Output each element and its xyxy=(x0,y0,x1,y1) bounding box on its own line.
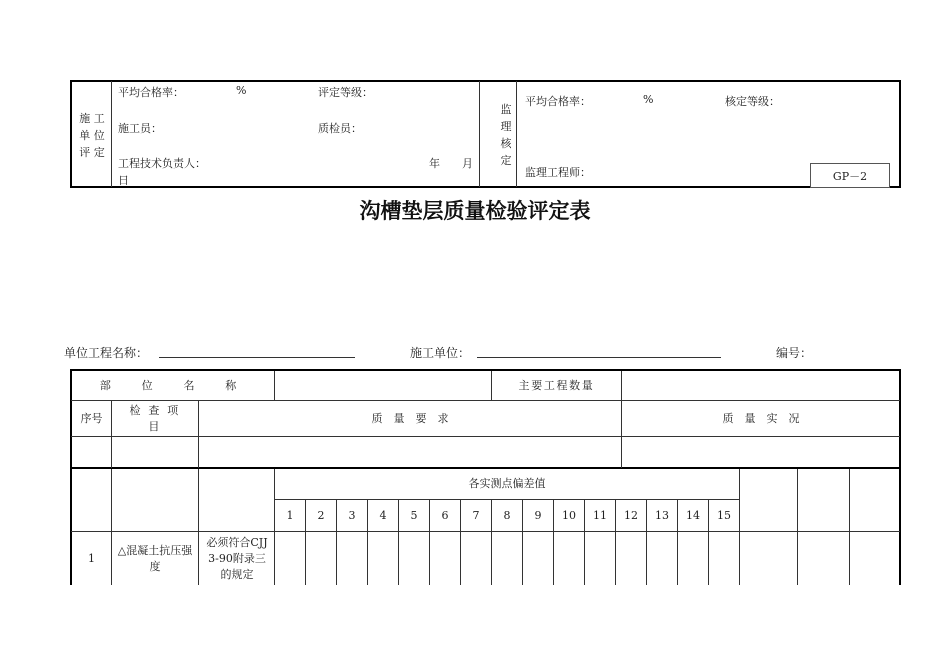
point-12: 12 xyxy=(624,508,638,522)
supervision-pass-rate-label: 平均合格率： xyxy=(525,95,591,108)
part-name-header: 部 位 名 称 xyxy=(99,379,247,392)
row-seq: 1 xyxy=(88,551,95,565)
page-title: 沟槽垫层质量检验评定表 xyxy=(359,199,591,223)
grade-label: 评定等级： xyxy=(318,86,373,99)
tech-lead-label: 工程技术负责人： xyxy=(118,157,206,170)
point-8: 8 xyxy=(503,508,511,522)
point-11: 11 xyxy=(593,508,607,522)
point-15: 15 xyxy=(717,508,731,522)
point-4: 4 xyxy=(379,508,387,522)
point-5: 5 xyxy=(410,508,418,522)
pass-rate-label: 平均合格率： xyxy=(118,86,184,99)
supervision-verify-label: 监 理 核 定 xyxy=(500,103,512,167)
point-10: 10 xyxy=(562,508,576,522)
divider xyxy=(71,436,900,437)
point-7: 7 xyxy=(472,508,480,522)
project-name-field[interactable] xyxy=(159,357,355,358)
inspector-label: 质检员： xyxy=(318,122,362,135)
quality-requirement-header: 质 量 要 求 xyxy=(371,411,449,425)
divider xyxy=(739,469,740,585)
point-1: 1 xyxy=(286,508,294,522)
point-13: 13 xyxy=(655,508,669,522)
row-check-item: △混凝土抗压强度 xyxy=(117,543,193,573)
supervision-percent-sign: % xyxy=(643,93,654,106)
engineer-label: 监理工程师： xyxy=(525,166,591,179)
divider xyxy=(274,371,275,401)
check-item-header: 检 查 项 目 xyxy=(129,403,181,433)
number-label: 编号： xyxy=(776,346,813,360)
point-2: 2 xyxy=(317,508,325,522)
deviation-header: 各实测点偏差值 xyxy=(468,477,546,490)
worker-label: 施工员： xyxy=(118,122,162,135)
main-quantity-header: 主要工程数量 xyxy=(518,379,595,392)
builder-label: 施工单位： xyxy=(410,346,471,360)
project-name-label: 单位工程名称： xyxy=(64,346,149,360)
divider xyxy=(111,401,112,468)
point-9: 9 xyxy=(534,508,542,522)
divider xyxy=(479,81,480,187)
point-3: 3 xyxy=(348,508,356,522)
divider xyxy=(71,531,900,532)
point-14: 14 xyxy=(686,508,700,522)
point-6: 6 xyxy=(441,508,449,522)
row-requirement: 必须符合CJJ3-90附录三的规定 xyxy=(206,535,268,581)
seq-header: 序号 xyxy=(80,411,103,425)
divider xyxy=(849,469,850,585)
quality-actual-header: 质 量 实 况 xyxy=(722,411,800,425)
month-label: 月 xyxy=(462,157,473,170)
divider xyxy=(198,469,199,585)
builder-field[interactable] xyxy=(477,357,721,358)
contractor-evaluation-label: 施 工 单 位 评 定 xyxy=(79,112,105,159)
divider xyxy=(111,469,112,585)
year-label: 年 xyxy=(429,157,440,170)
percent-sign: % xyxy=(236,84,247,97)
day-label: 日 xyxy=(118,174,129,187)
form-code: GP－2 xyxy=(810,163,890,188)
verify-grade-label: 核定等级： xyxy=(725,95,780,108)
divider xyxy=(797,469,798,585)
divider xyxy=(111,81,112,187)
